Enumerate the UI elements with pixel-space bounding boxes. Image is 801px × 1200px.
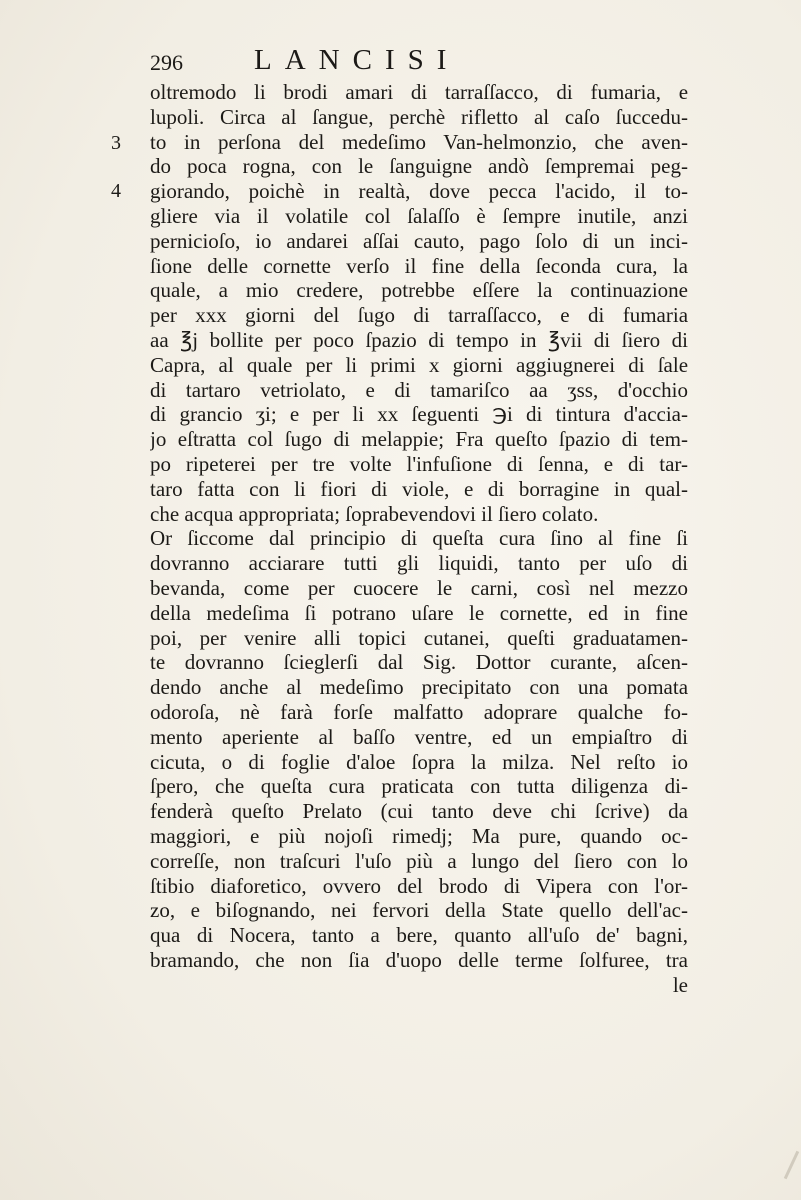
text-line: aa ℥j bollite per poco ſpazio di tempo in ℥vii di ſiero di — [150, 327, 688, 352]
text-line: zo, e biſognando, nei fervori della State quello dell'ac- — [150, 898, 688, 923]
text-line: to in perſona del medeſimo Van-helmonzio, che aven- — [150, 129, 688, 154]
text-line: te dovranno ſcieglerſi dal Sig. Dottor curante, aſcen- — [150, 650, 688, 675]
margin-number: 4 — [111, 180, 121, 202]
text-line: ſtibio diaforetico, ovvero del brodo di Vipera con l'or- — [150, 873, 688, 898]
text-line: correſſe, non traſcuri l'uſo più a lungo del ſiero con lo — [150, 848, 688, 873]
page-mark — [784, 1151, 799, 1179]
text-line: di tartaro vetriolato, e di tamariſco aa ʒss, d'occhio — [150, 377, 688, 402]
text-line: mento aperiente al baſſo ventre, ed un empiaſtro di — [150, 724, 688, 749]
text-line: odoroſa, nè farà forſe malfatto adoprare qualche fo- — [150, 699, 688, 724]
text-line: Capra, al quale per li primi x giorni aggiugnerei di ſale — [150, 352, 688, 377]
page-header — [150, 44, 690, 80]
text-line: bevanda, come per cuocere le carni, così nel mezzo — [150, 575, 688, 600]
text-line: lupoli. Circa al ſangue, perchè rifletto al caſo ſuccedu- — [150, 104, 688, 129]
text-line: pernicioſo, io andarei aſſai cauto, pago ſolo di un inci- — [150, 228, 688, 253]
text-line: ſpero, che queſta cura praticata con tutta diligenza di- — [150, 774, 688, 799]
text-line: cicuta, o di foglie d'aloe ſopra la milza. Nel reſto io — [150, 749, 688, 774]
text-line: Or ſiccome dal principio di queſta cura ſino al fine ſi — [150, 526, 688, 551]
text-line: fenderà queſto Prelato (cui tanto deve chi ſcrive) da — [150, 799, 688, 824]
text-line: bramando, che non ſia d'uopo delle terme ſolfuree, tra — [150, 947, 688, 972]
text-line: di grancio ʒi; e per li xx ſeguenti ℈i di tintura d'accia- — [150, 402, 688, 427]
text-line: dovranno acciarare tutti gli liquidi, tanto per uſo di — [150, 551, 688, 576]
text-line: della medeſima ſi potrano uſare le cornette, ed in fine — [150, 600, 688, 625]
running-title: LANCISI — [254, 44, 460, 76]
text-line: do poca rogna, con le ſanguigne andò ſempremai peg- — [150, 154, 688, 179]
text-line: maggiori, e più nojoſi rimedj; Ma pure, quando oc- — [150, 823, 688, 848]
page-number: 296 — [150, 50, 183, 75]
text-line: jo eſtratta col ſugo di melappie; Fra queſto ſpazio di tem- — [150, 427, 688, 452]
text-line: quale, a mio credere, potrebbe eſſere la continuazione — [150, 278, 688, 303]
text-line: dendo anche al medeſimo precipitato con una pomata — [150, 675, 688, 700]
text-line: qua di Nocera, tanto a bere, quanto all'uſo de' bagni, — [150, 923, 688, 948]
text-line: poi, per venire alli topici cutanei, queſti graduatamen- — [150, 625, 688, 650]
body-text — [150, 80, 688, 997]
text-line: oltremodo li brodi amari di tarraſſacco, di fumaria, e — [150, 80, 688, 104]
text-line: per xxx giorni del ſugo di tarraſſacco, e di fumaria — [150, 303, 688, 328]
text-line: taro fatta con li fiori di viole, e di borragine in qual- — [150, 476, 688, 501]
margin-number: 3 — [111, 132, 121, 154]
catchword: le — [672, 972, 688, 997]
text-line: gliere via il volatile col ſalaſſo è ſempre inutile, anzi — [150, 203, 688, 228]
text-line: che acqua appropriata; ſoprabevendovi il ſiero colato. — [150, 501, 599, 526]
text-line: po ripeterei per tre volte l'infuſione di ſenna, e di tar- — [150, 451, 688, 476]
text-line: giorando, poichè in realtà, dove pecca l'acido, il to- — [150, 179, 688, 204]
text-line: ſione delle cornette verſo il fine della ſeconda cura, la — [150, 253, 688, 278]
